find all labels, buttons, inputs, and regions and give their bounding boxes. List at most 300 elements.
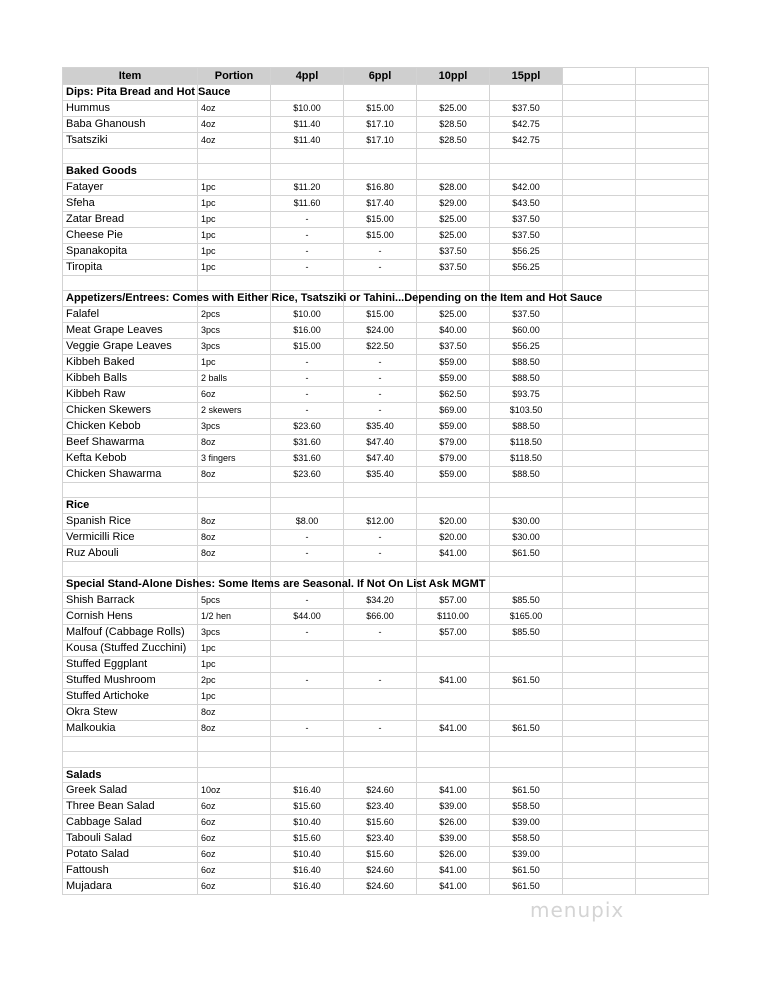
portion: 10oz [198,783,271,799]
price-4ppl: $23.60 [271,466,344,482]
item-name: Kousa (Stuffed Zucchini) [63,640,198,656]
price-15ppl: $61.50 [490,879,563,895]
price-15ppl: $42.00 [490,179,563,195]
price-15ppl: $43.50 [490,195,563,211]
price-6ppl: $47.40 [344,434,417,450]
price-15ppl: $88.50 [490,370,563,386]
price-10ppl: $59.00 [417,466,490,482]
price-4ppl: $16.40 [271,879,344,895]
price-6ppl: $15.00 [344,227,417,243]
empty-cell [344,767,417,783]
price-15ppl: $56.25 [490,338,563,354]
empty-cell [563,799,636,815]
portion: 6oz [198,831,271,847]
empty-cell [636,402,709,418]
menu-item-row [63,259,709,275]
price-6ppl: $15.00 [344,100,417,116]
item-name: Kefta Kebob [63,450,198,466]
empty-cell [636,640,709,656]
empty-cell [636,672,709,688]
item-name: Cornish Hens [63,608,198,624]
empty-cell [636,418,709,434]
menu-item-row [63,306,709,322]
header-row [63,68,709,85]
price-15ppl [490,640,563,656]
price-10ppl: $29.00 [417,195,490,211]
empty-cell [636,561,709,577]
portion: 1pc [198,259,271,275]
section-title [63,291,603,307]
empty-cell [63,736,198,752]
empty-cell [344,752,417,768]
portion: 6oz [198,799,271,815]
menu-item-row [63,227,709,243]
price-4ppl: - [271,227,344,243]
price-10ppl: $37.50 [417,338,490,354]
price-15ppl: $30.00 [490,513,563,529]
section-title-text: Salads [66,768,102,781]
empty-cell [271,736,344,752]
empty-cell [563,482,636,498]
empty-cell [636,227,709,243]
header-10ppl: 10ppl [417,68,490,85]
empty-cell [636,306,709,322]
empty-cell [563,195,636,211]
menu-item-row [63,338,709,354]
item-name: Fattoush [63,863,198,879]
empty-cell [636,85,709,101]
empty-cell [271,752,344,768]
empty-cell [490,561,563,577]
price-4ppl: $15.60 [271,831,344,847]
portion: 1pc [198,227,271,243]
item-name: Fatayer [63,179,198,195]
empty-cell [563,322,636,338]
item-name: Kibbeh Raw [63,386,198,402]
portion: 3pcs [198,624,271,640]
empty-cell [563,688,636,704]
empty-cell [563,831,636,847]
section-title-text: Appetizers/Entrees: Comes with Either Rice, Tsatsziki or Tahini...Depending on the Item and Hot Sauce [66,292,603,304]
price-15ppl: $37.50 [490,211,563,227]
portion: 1/2 hen [198,608,271,624]
price-6ppl: - [344,259,417,275]
item-name: Potato Salad [63,847,198,863]
empty-cell [271,767,344,783]
price-10ppl: $62.50 [417,386,490,402]
item-name: Spanish Rice [63,513,198,529]
empty-cell [636,513,709,529]
empty-cell [636,132,709,148]
price-4ppl: $16.40 [271,863,344,879]
empty-cell [344,275,417,291]
empty-cell [490,148,563,164]
price-4ppl: $31.60 [271,434,344,450]
price-15ppl: $88.50 [490,354,563,370]
price-10ppl: $37.50 [417,259,490,275]
empty-cell [636,592,709,608]
empty-cell [563,100,636,116]
empty-cell [271,164,344,180]
price-6ppl: $16.80 [344,179,417,195]
menu-item-row [63,211,709,227]
price-6ppl: $17.40 [344,195,417,211]
empty-cell [636,847,709,863]
item-name: Kibbeh Baked [63,354,198,370]
empty-cell [198,561,271,577]
header-empty-cell [636,68,709,85]
empty-cell [271,275,344,291]
price-4ppl: $11.40 [271,132,344,148]
empty-cell [636,195,709,211]
empty-cell [636,164,709,180]
price-4ppl: $31.60 [271,450,344,466]
empty-cell [636,466,709,482]
blank-row [63,275,709,291]
empty-cell [636,799,709,815]
empty-cell [563,227,636,243]
price-10ppl: $26.00 [417,815,490,831]
price-4ppl: $11.40 [271,116,344,132]
section-header-row [63,291,709,307]
menu-item-row [63,720,709,736]
empty-cell [636,529,709,545]
empty-cell [636,831,709,847]
price-6ppl: - [344,243,417,259]
empty-cell [636,498,709,514]
item-name: Chicken Shawarma [63,466,198,482]
empty-cell [344,561,417,577]
price-6ppl: $34.20 [344,592,417,608]
item-name: Zatar Bread [63,211,198,227]
empty-cell [563,450,636,466]
empty-cell [563,434,636,450]
price-10ppl: $25.00 [417,306,490,322]
section-title [63,85,231,101]
portion: 1pc [198,211,271,227]
price-6ppl: $23.40 [344,831,417,847]
empty-cell [636,322,709,338]
empty-cell [271,482,344,498]
price-15ppl: $30.00 [490,529,563,545]
portion: 6oz [198,863,271,879]
empty-cell [636,179,709,195]
portion: 1pc [198,243,271,259]
header-portion: Portion [198,68,271,85]
menu-item-row [63,195,709,211]
price-6ppl: $17.10 [344,116,417,132]
portion: 1pc [198,179,271,195]
empty-cell [636,815,709,831]
empty-cell [563,672,636,688]
empty-cell [636,450,709,466]
empty-cell [563,116,636,132]
item-name: Okra Stew [63,704,198,720]
empty-cell [563,275,636,291]
portion: 1pc [198,640,271,656]
price-6ppl: $15.60 [344,847,417,863]
item-name: Ruz Abouli [63,545,198,561]
section-header-row [63,164,709,180]
portion: 6oz [198,879,271,895]
empty-cell [417,736,490,752]
section-title-text: Dips: Pita Bread and Hot Sauce [66,86,231,98]
empty-cell [563,879,636,895]
empty-cell [636,767,709,783]
price-10ppl: $41.00 [417,672,490,688]
item-name: Kibbeh Balls [63,370,198,386]
header-empty-cell [563,68,636,85]
price-4ppl: $8.00 [271,513,344,529]
price-6ppl: $15.00 [344,211,417,227]
empty-cell [490,736,563,752]
price-4ppl [271,704,344,720]
empty-cell [490,164,563,180]
price-10ppl: $79.00 [417,450,490,466]
empty-cell [636,354,709,370]
price-6ppl: - [344,354,417,370]
empty-cell [563,402,636,418]
menu-item-row [63,243,709,259]
section-header-row [63,498,709,514]
price-15ppl: $42.75 [490,132,563,148]
empty-cell [636,720,709,736]
empty-cell [563,370,636,386]
item-name: Beef Shawarma [63,434,198,450]
menu-item-row [63,624,709,640]
price-4ppl: - [271,672,344,688]
portion: 8oz [198,466,271,482]
empty-cell [636,863,709,879]
menu-item-row [63,466,709,482]
price-15ppl: $61.50 [490,720,563,736]
price-10ppl: $26.00 [417,847,490,863]
section-title-text: Special Stand-Alone Dishes: Some Items are Seasonal. If Not On List Ask MGMT [66,578,486,590]
price-15ppl: $37.50 [490,227,563,243]
price-10ppl: $57.00 [417,624,490,640]
empty-cell [636,482,709,498]
item-name: Tsatsziki [63,132,198,148]
empty-cell [636,148,709,164]
empty-cell [63,148,198,164]
menu-item-row [63,402,709,418]
empty-cell [636,370,709,386]
empty-cell [271,498,344,514]
empty-cell [636,577,709,593]
price-15ppl: $39.00 [490,847,563,863]
blank-row [63,482,709,498]
price-15ppl: $37.50 [490,306,563,322]
price-10ppl: $39.00 [417,799,490,815]
item-name: Tiropita [63,259,198,275]
price-10ppl: $41.00 [417,545,490,561]
empty-cell [344,85,417,101]
price-6ppl: $24.60 [344,783,417,799]
empty-cell [563,179,636,195]
item-name: Malfouf (Cabbage Rolls) [63,624,198,640]
item-name: Falafel [63,306,198,322]
section-title [63,767,198,783]
empty-cell [563,592,636,608]
empty-cell [563,259,636,275]
price-15ppl: $85.50 [490,624,563,640]
price-6ppl [344,688,417,704]
empty-cell [563,577,636,593]
price-10ppl: $25.00 [417,100,490,116]
price-4ppl: $10.00 [271,306,344,322]
empty-cell [563,863,636,879]
empty-cell [563,306,636,322]
empty-cell [563,354,636,370]
price-4ppl: $16.00 [271,322,344,338]
price-4ppl: $16.40 [271,783,344,799]
price-10ppl: $59.00 [417,354,490,370]
header-4ppl: 4ppl [271,68,344,85]
empty-cell [563,624,636,640]
empty-cell [636,259,709,275]
empty-cell [636,656,709,672]
menu-item-row [63,799,709,815]
price-10ppl: $41.00 [417,783,490,799]
price-15ppl: $85.50 [490,592,563,608]
portion: 2pcs [198,306,271,322]
price-6ppl: $17.10 [344,132,417,148]
portion: 2 skewers [198,402,271,418]
empty-cell [271,85,344,101]
empty-cell [636,783,709,799]
price-6ppl: - [344,545,417,561]
price-6ppl: - [344,402,417,418]
price-10ppl: $41.00 [417,720,490,736]
portion: 3pcs [198,338,271,354]
menu-item-row [63,608,709,624]
portion: 8oz [198,720,271,736]
price-4ppl: - [271,386,344,402]
portion: 3 fingers [198,450,271,466]
price-4ppl: $10.00 [271,100,344,116]
price-6ppl: $66.00 [344,608,417,624]
empty-cell [490,275,563,291]
menu-item-row [63,847,709,863]
empty-cell [636,688,709,704]
section-title-text: Rice [66,499,90,511]
menu-item-row [63,434,709,450]
empty-cell [636,752,709,768]
portion: 4oz [198,132,271,148]
empty-cell [271,561,344,577]
price-4ppl: - [271,259,344,275]
empty-cell [63,752,198,768]
price-4ppl: - [271,529,344,545]
empty-cell [198,736,271,752]
empty-cell [563,704,636,720]
empty-cell [563,466,636,482]
empty-cell [271,148,344,164]
section-title [63,577,486,593]
empty-cell [417,561,490,577]
empty-cell [198,275,271,291]
portion: 8oz [198,513,271,529]
menu-item-row [63,815,709,831]
price-10ppl: $110.00 [417,608,490,624]
price-10ppl [417,688,490,704]
empty-cell [563,498,636,514]
price-4ppl: $44.00 [271,608,344,624]
price-10ppl: $28.00 [417,179,490,195]
price-6ppl [344,704,417,720]
item-name: Chicken Skewers [63,402,198,418]
price-15ppl: $93.75 [490,386,563,402]
price-15ppl [490,656,563,672]
portion: 6oz [198,847,271,863]
empty-cell [636,704,709,720]
empty-cell [417,85,490,101]
empty-cell [563,767,636,783]
price-15ppl: $61.50 [490,783,563,799]
menu-item-row [63,656,709,672]
item-name: Chicken Kebob [63,418,198,434]
empty-cell [636,338,709,354]
item-name: Malkoukia [63,720,198,736]
price-4ppl: - [271,720,344,736]
empty-cell [344,482,417,498]
price-15ppl: $88.50 [490,418,563,434]
section-header-row [63,85,709,101]
price-10ppl: $69.00 [417,402,490,418]
empty-cell [563,640,636,656]
portion: 8oz [198,704,271,720]
price-6ppl [344,640,417,656]
price-10ppl: $79.00 [417,434,490,450]
empty-cell [63,561,198,577]
empty-cell [636,434,709,450]
section-title-text: Baked Goods [66,165,137,177]
price-10ppl: $25.00 [417,227,490,243]
empty-cell [198,164,271,180]
price-6ppl: $15.60 [344,815,417,831]
price-10ppl: $37.50 [417,243,490,259]
price-6ppl: - [344,624,417,640]
empty-cell [563,561,636,577]
portion: 6oz [198,386,271,402]
price-15ppl: $37.50 [490,100,563,116]
section-header-row [63,767,709,783]
menu-item-row [63,354,709,370]
price-6ppl [344,656,417,672]
price-10ppl: $28.50 [417,132,490,148]
price-4ppl: $11.60 [271,195,344,211]
header-6ppl: 6ppl [344,68,417,85]
empty-cell [563,243,636,259]
item-name: Meat Grape Leaves [63,322,198,338]
portion: 8oz [198,529,271,545]
empty-cell [490,482,563,498]
section-title [63,498,198,514]
price-6ppl: $24.60 [344,863,417,879]
empty-cell [636,545,709,561]
price-6ppl: $22.50 [344,338,417,354]
price-4ppl: - [271,370,344,386]
empty-cell [636,879,709,895]
empty-cell [490,498,563,514]
menu-item-row [63,672,709,688]
empty-cell [563,164,636,180]
price-6ppl: $15.00 [344,306,417,322]
menu-item-row [63,370,709,386]
empty-cell [198,498,271,514]
empty-cell [63,275,198,291]
price-4ppl: $15.00 [271,338,344,354]
